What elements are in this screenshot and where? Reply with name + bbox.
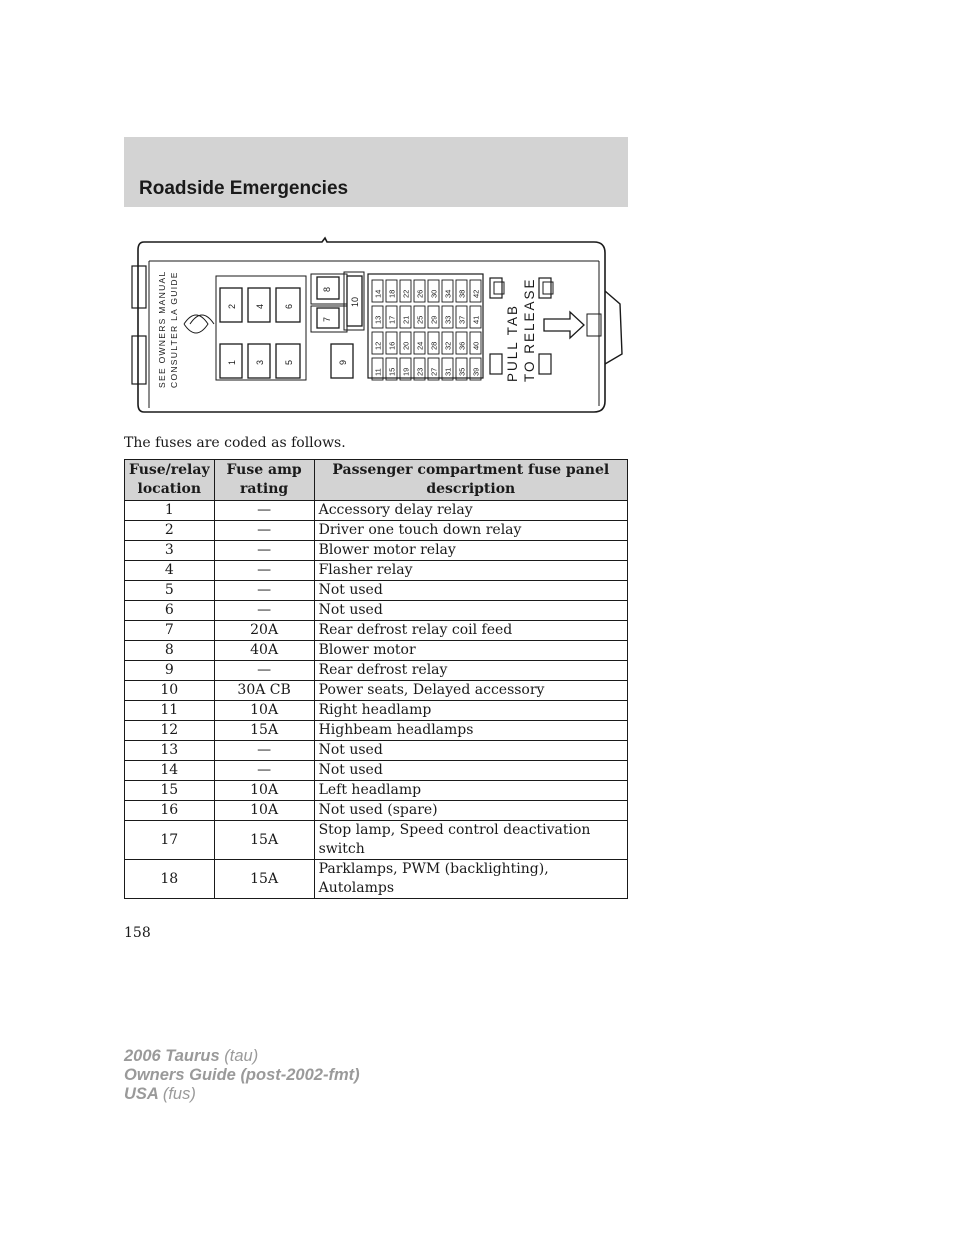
fuse-label: 38 <box>457 289 467 298</box>
fuse-label: 32 <box>443 341 453 350</box>
fuse-panel-diagram <box>124 236 634 420</box>
cell-description: Not used <box>314 761 627 781</box>
cell-amp-rating: 10A <box>214 781 314 801</box>
cell-amp-rating: 10A <box>214 801 314 821</box>
cell-location: 6 <box>125 601 215 621</box>
fuse-label: 20 <box>401 341 411 350</box>
relay-label-7: 7 <box>322 316 332 322</box>
relay-label-3: 3 <box>255 359 265 365</box>
fuse-label: 23 <box>415 367 425 376</box>
cell-location: 14 <box>125 761 215 781</box>
document-footer <box>124 1047 360 1104</box>
panel-side-label-1: SEE OWNERS MANUAL <box>157 270 167 388</box>
cell-description: Not used <box>314 581 627 601</box>
fuse-label: 18 <box>387 289 397 298</box>
fuse-label: 13 <box>373 315 383 324</box>
header-location: Fuse/relay location <box>125 460 215 501</box>
fuse-label: 24 <box>415 341 425 350</box>
cell-amp-rating: — <box>214 761 314 781</box>
table-row <box>125 641 628 661</box>
cell-description: Left headlamp <box>314 781 627 801</box>
fuse-label: 11 <box>373 368 383 376</box>
table-row <box>125 781 628 801</box>
table-row <box>125 741 628 761</box>
cell-location: 10 <box>125 681 215 701</box>
cell-amp-rating: — <box>214 601 314 621</box>
fuse-label: 35 <box>457 367 467 376</box>
cell-location: 15 <box>125 781 215 801</box>
fuse-label: 28 <box>429 341 439 350</box>
section-title: Roadside Emergencies <box>139 178 349 199</box>
cell-description: Flasher relay <box>314 561 627 581</box>
table-row <box>125 681 628 701</box>
fuse-table <box>124 459 628 899</box>
cell-amp-rating: 15A <box>214 860 314 899</box>
header-description: Passenger compartment fuse panel description <box>314 460 627 501</box>
fuse-label: 15 <box>387 367 397 376</box>
cell-description: Not used <box>314 601 627 621</box>
table-row <box>125 601 628 621</box>
cell-location: 7 <box>125 621 215 641</box>
table-row <box>125 821 628 860</box>
cell-location: 4 <box>125 561 215 581</box>
fuse-grid <box>372 280 481 380</box>
cell-location: 9 <box>125 661 215 681</box>
cell-amp-rating: 15A <box>214 721 314 741</box>
table-row <box>125 661 628 681</box>
relay-label-10: 10 <box>350 296 360 307</box>
footer-model-code: (tau) <box>224 1047 259 1065</box>
fuse-label: 42 <box>471 289 481 298</box>
fuse-label: 19 <box>401 367 411 376</box>
fuse-label: 36 <box>457 341 467 350</box>
cell-amp-rating: — <box>214 581 314 601</box>
cell-location: 3 <box>125 541 215 561</box>
cell-location: 1 <box>125 501 215 521</box>
fuse-label: 41 <box>471 315 481 324</box>
cell-description: Power seats, Delayed accessory <box>314 681 627 701</box>
cell-location: 2 <box>125 521 215 541</box>
cell-location: 8 <box>125 641 215 661</box>
cell-amp-rating: — <box>214 661 314 681</box>
page-number: 158 <box>124 925 151 941</box>
cell-location: 13 <box>125 741 215 761</box>
cell-location: 5 <box>125 581 215 601</box>
fuse-label: 27 <box>429 367 439 376</box>
table-row <box>125 621 628 641</box>
fuse-label: 33 <box>443 315 453 324</box>
footer-model: 2006 Taurus <box>124 1047 220 1065</box>
cell-amp-rating: 15A <box>214 821 314 860</box>
section-header <box>124 137 628 207</box>
panel-side-label-2: CONSULTER LA GUIDE <box>169 271 179 388</box>
fuse-label: 40 <box>471 341 481 350</box>
cell-description: Not used (spare) <box>314 801 627 821</box>
cell-description: Driver one touch down relay <box>314 521 627 541</box>
fuse-label: 31 <box>443 367 453 376</box>
footer-market: USA <box>124 1085 159 1103</box>
cell-location: 16 <box>125 801 215 821</box>
footer-guide: Owners Guide (post-2002-fmt) <box>124 1066 360 1084</box>
cell-location: 17 <box>125 821 215 860</box>
relay-label-2: 2 <box>227 303 237 309</box>
table-row <box>125 801 628 821</box>
fuse-label: 17 <box>387 315 397 324</box>
cell-description: Blower motor <box>314 641 627 661</box>
fuse-label: 30 <box>429 289 439 298</box>
table-row <box>125 721 628 741</box>
cell-location: 11 <box>125 701 215 721</box>
cell-amp-rating: — <box>214 541 314 561</box>
table-row <box>125 860 628 899</box>
cell-amp-rating: — <box>214 741 314 761</box>
relay-label-8: 8 <box>322 286 332 292</box>
table-row <box>125 561 628 581</box>
cell-amp-rating: 40A <box>214 641 314 661</box>
cell-amp-rating: — <box>214 561 314 581</box>
fuse-label: 22 <box>401 289 411 298</box>
table-row <box>125 701 628 721</box>
fuse-label: 12 <box>373 341 383 350</box>
table-row <box>125 761 628 781</box>
fuse-label: 39 <box>471 367 481 376</box>
pull-tab-label-2: TO RELEASE <box>522 277 537 382</box>
fuse-label: 29 <box>429 315 439 324</box>
table-row <box>125 541 628 561</box>
fuse-label: 25 <box>415 315 425 324</box>
cell-description: Stop lamp, Speed control deactivation switch <box>314 821 627 860</box>
pull-tab-label-1: PULL TAB <box>505 303 520 382</box>
cell-description: Blower motor relay <box>314 541 627 561</box>
relay-label-6: 6 <box>284 303 294 309</box>
cell-amp-rating: 20A <box>214 621 314 641</box>
relay-label-1: 1 <box>227 359 237 365</box>
relay-label-5: 5 <box>284 359 294 365</box>
table-header-row <box>125 460 628 501</box>
cell-location: 18 <box>125 860 215 899</box>
release-arrow-icon <box>544 312 584 338</box>
table-row <box>125 521 628 541</box>
cell-amp-rating: — <box>214 501 314 521</box>
fuse-label: 34 <box>443 289 453 298</box>
footer-market-code: (fus) <box>162 1085 196 1103</box>
table-row <box>125 581 628 601</box>
relay-label-9: 9 <box>338 359 348 365</box>
fuse-label: 26 <box>415 289 425 298</box>
cell-amp-rating: — <box>214 521 314 541</box>
fuse-label: 14 <box>373 289 383 298</box>
header-amp-rating: Fuse amp rating <box>214 460 314 501</box>
relay-label-4: 4 <box>255 303 265 309</box>
fuse-label: 37 <box>457 315 467 324</box>
cell-description: Parklamps, PWM (backlighting), Autolamps <box>314 860 627 899</box>
cell-description: Highbeam headlamps <box>314 721 627 741</box>
cell-description: Not used <box>314 741 627 761</box>
fuse-label: 21 <box>401 315 411 324</box>
cell-amp-rating: 10A <box>214 701 314 721</box>
cell-description: Right headlamp <box>314 701 627 721</box>
cell-description: Accessory delay relay <box>314 501 627 521</box>
cell-amp-rating: 30A CB <box>214 681 314 701</box>
cell-location: 12 <box>125 721 215 741</box>
fuse-label: 16 <box>387 341 397 350</box>
cell-description: Rear defrost relay coil feed <box>314 621 627 641</box>
intro-text: The fuses are coded as follows. <box>124 435 346 451</box>
cell-description: Rear defrost relay <box>314 661 627 681</box>
table-row <box>125 501 628 521</box>
